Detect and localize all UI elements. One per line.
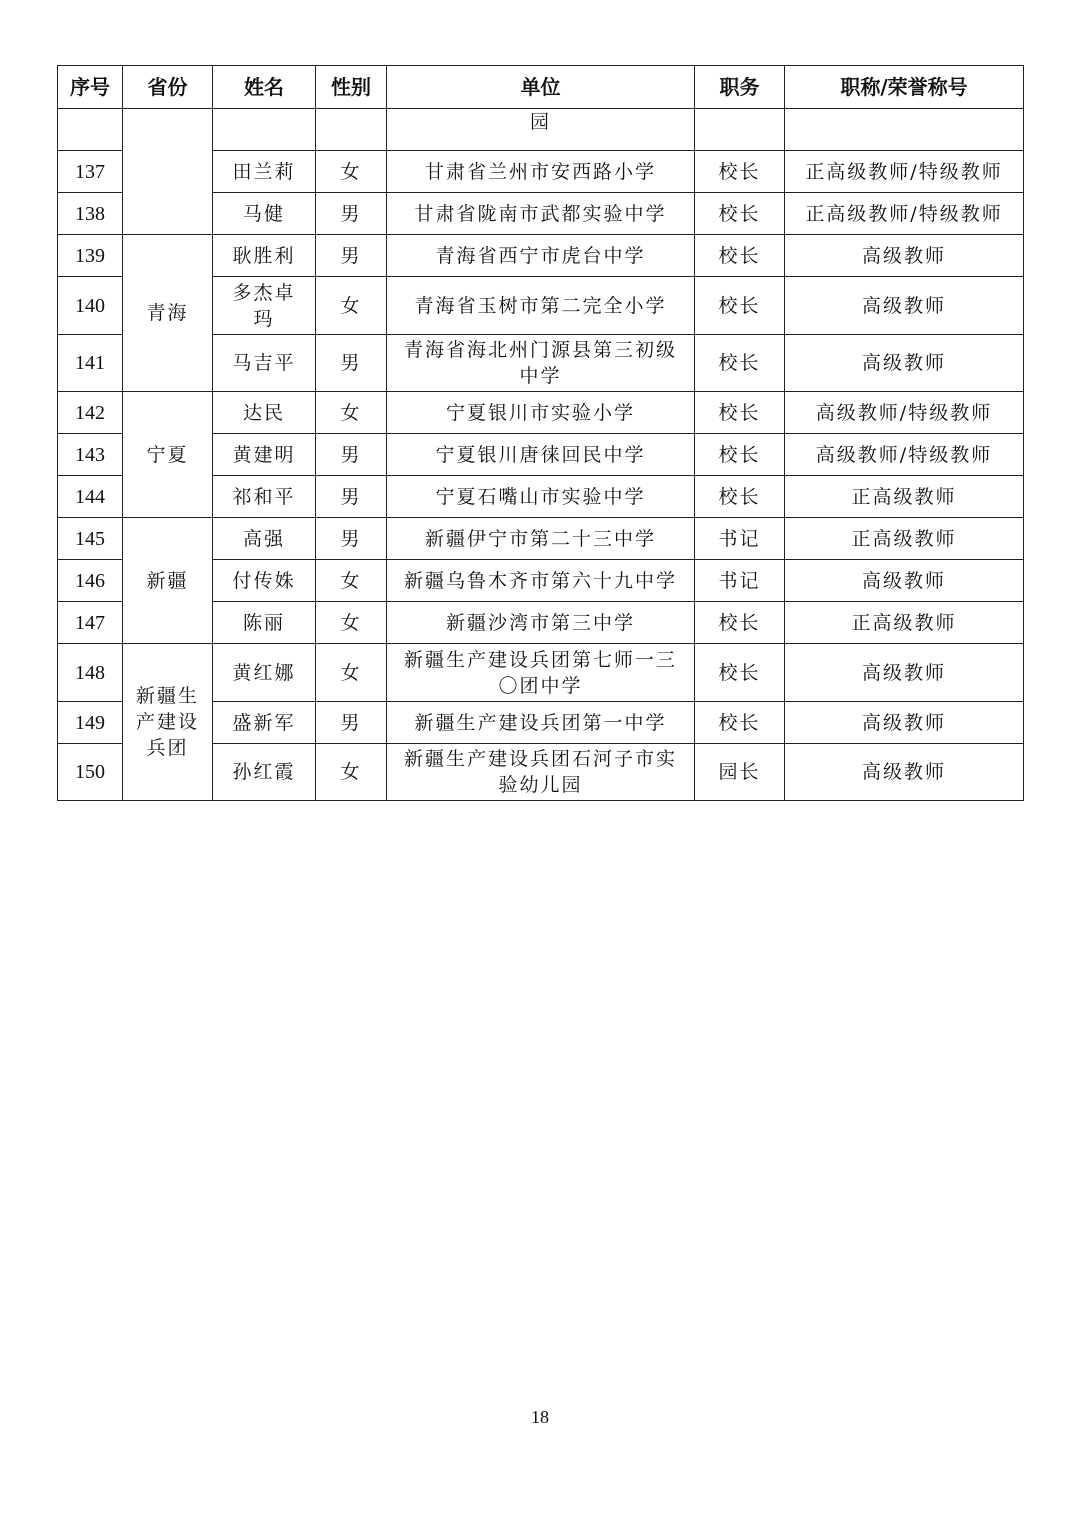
table-row (58, 518, 1024, 560)
cell-name: 陈丽 (213, 602, 316, 644)
header-row (58, 66, 1024, 109)
cell-gender: 女 (316, 644, 387, 702)
cell-unit: 新疆生产建设兵团第七师一三〇团中学 (387, 644, 695, 702)
cell-gender: 女 (316, 560, 387, 602)
cell-position: 校长 (695, 702, 785, 744)
cell-position: 校长 (695, 277, 785, 335)
cell-title: 正高级教师 (785, 602, 1024, 644)
cell-unit: 新疆伊宁市第二十三中学 (387, 518, 695, 560)
cell-no: 148 (58, 644, 123, 702)
cell-unit: 宁夏石嘴山市实验中学 (387, 476, 695, 518)
cell-name: 盛新军 (213, 702, 316, 744)
cell-province: 青海 (123, 235, 213, 392)
cell-title: 高级教师/特级教师 (785, 392, 1024, 434)
cell-no: 139 (58, 235, 123, 277)
cell-name: 马健 (213, 193, 316, 235)
cell-gender: 女 (316, 392, 387, 434)
cell-gender: 男 (316, 335, 387, 392)
cell-title: 高级教师 (785, 644, 1024, 702)
cell-position: 书记 (695, 518, 785, 560)
cell-position: 园长 (695, 744, 785, 801)
cell-unit: 宁夏银川唐徕回民中学 (387, 434, 695, 476)
cell-province: 宁夏 (123, 392, 213, 518)
cell-gender (316, 109, 387, 151)
cell-name: 马吉平 (213, 335, 316, 392)
cell-gender: 男 (316, 235, 387, 277)
cell-no: 150 (58, 744, 123, 801)
unit-text: 园 (529, 111, 551, 133)
cell-gender: 女 (316, 151, 387, 193)
header-no: 序号 (58, 66, 123, 109)
cell-title: 高级教师/特级教师 (785, 434, 1024, 476)
cell-position: 校长 (695, 235, 785, 277)
cell-name: 付传姝 (213, 560, 316, 602)
cell-gender: 女 (316, 744, 387, 801)
cell-unit: 新疆生产建设兵团第一中学 (387, 702, 695, 744)
cell-no: 147 (58, 602, 123, 644)
cell-no: 146 (58, 560, 123, 602)
cell-name: 耿胜利 (213, 235, 316, 277)
header-province: 省份 (123, 66, 213, 109)
cell-title: 正高级教师/特级教师 (785, 193, 1024, 235)
cell-name: 黄红娜 (213, 644, 316, 702)
cell-title: 正高级教师/特级教师 (785, 151, 1024, 193)
cell-unit: 新疆乌鲁木齐市第六十九中学 (387, 560, 695, 602)
cell-name (213, 109, 316, 151)
cell-title (785, 109, 1024, 151)
cell-position: 书记 (695, 560, 785, 602)
header-position: 职务 (695, 66, 785, 109)
continued-row (58, 109, 1024, 151)
page-number: 18 (531, 1407, 549, 1427)
table-row (58, 235, 1024, 277)
cell-title: 高级教师 (785, 235, 1024, 277)
cell-no: 141 (58, 335, 123, 392)
cell-unit: 甘肃省陇南市武都实验中学 (387, 193, 695, 235)
cell-title: 高级教师 (785, 744, 1024, 801)
cell-gender: 男 (316, 193, 387, 235)
cell-name: 孙红霞 (213, 744, 316, 801)
cell-position (695, 109, 785, 151)
cell-name: 祁和平 (213, 476, 316, 518)
cell-province-gansu-continued (123, 109, 213, 235)
cell-title: 高级教师 (785, 560, 1024, 602)
cell-position: 校长 (695, 644, 785, 702)
cell-title: 高级教师 (785, 277, 1024, 335)
cell-position: 校长 (695, 151, 785, 193)
cell-position: 校长 (695, 392, 785, 434)
cell-name: 黄建明 (213, 434, 316, 476)
cell-gender: 女 (316, 277, 387, 335)
cell-province: 新疆生产建设兵团 (123, 644, 213, 801)
header-unit: 单位 (387, 66, 695, 109)
roster-table (57, 65, 1024, 801)
cell-no: 149 (58, 702, 123, 744)
cell-no: 142 (58, 392, 123, 434)
cell-title: 正高级教师 (785, 518, 1024, 560)
cell-gender: 男 (316, 476, 387, 518)
cell-no: 144 (58, 476, 123, 518)
cell-no: 137 (58, 151, 123, 193)
cell-position: 校长 (695, 602, 785, 644)
cell-name: 田兰莉 (213, 151, 316, 193)
cell-title: 高级教师 (785, 335, 1024, 392)
cell-name: 达民 (213, 392, 316, 434)
cell-title: 正高级教师 (785, 476, 1024, 518)
cell-unit: 甘肃省兰州市安西路小学 (387, 151, 695, 193)
cell-no: 145 (58, 518, 123, 560)
cell-unit: 青海省玉树市第二完全小学 (387, 277, 695, 335)
cell-gender: 男 (316, 702, 387, 744)
header-gender: 性别 (316, 66, 387, 109)
cell-title: 高级教师 (785, 702, 1024, 744)
cell-position: 校长 (695, 335, 785, 392)
cell-name: 高强 (213, 518, 316, 560)
cell-name: 多杰卓玛 (213, 277, 316, 335)
cell-unit: 宁夏银川市实验小学 (387, 392, 695, 434)
cell-gender: 男 (316, 518, 387, 560)
cell-gender: 女 (316, 602, 387, 644)
cell-no: 138 (58, 193, 123, 235)
cell-unit: 青海省海北州门源县第三初级中学 (387, 335, 695, 392)
cell-unit: 新疆生产建设兵团石河子市实验幼儿园 (387, 744, 695, 801)
header-name: 姓名 (213, 66, 316, 109)
table-row (58, 644, 1024, 702)
cell-unit: 新疆沙湾市第三中学 (387, 602, 695, 644)
table-row (58, 392, 1024, 434)
cell-gender: 男 (316, 434, 387, 476)
cell-province: 新疆 (123, 518, 213, 644)
header-title: 职称/荣誉称号 (785, 66, 1024, 109)
cell-no: 140 (58, 277, 123, 335)
cell-position: 校长 (695, 476, 785, 518)
cell-unit (387, 109, 695, 151)
cell-position: 校长 (695, 434, 785, 476)
cell-unit: 青海省西宁市虎台中学 (387, 235, 695, 277)
cell-position: 校长 (695, 193, 785, 235)
cell-no (58, 109, 123, 151)
cell-no: 143 (58, 434, 123, 476)
